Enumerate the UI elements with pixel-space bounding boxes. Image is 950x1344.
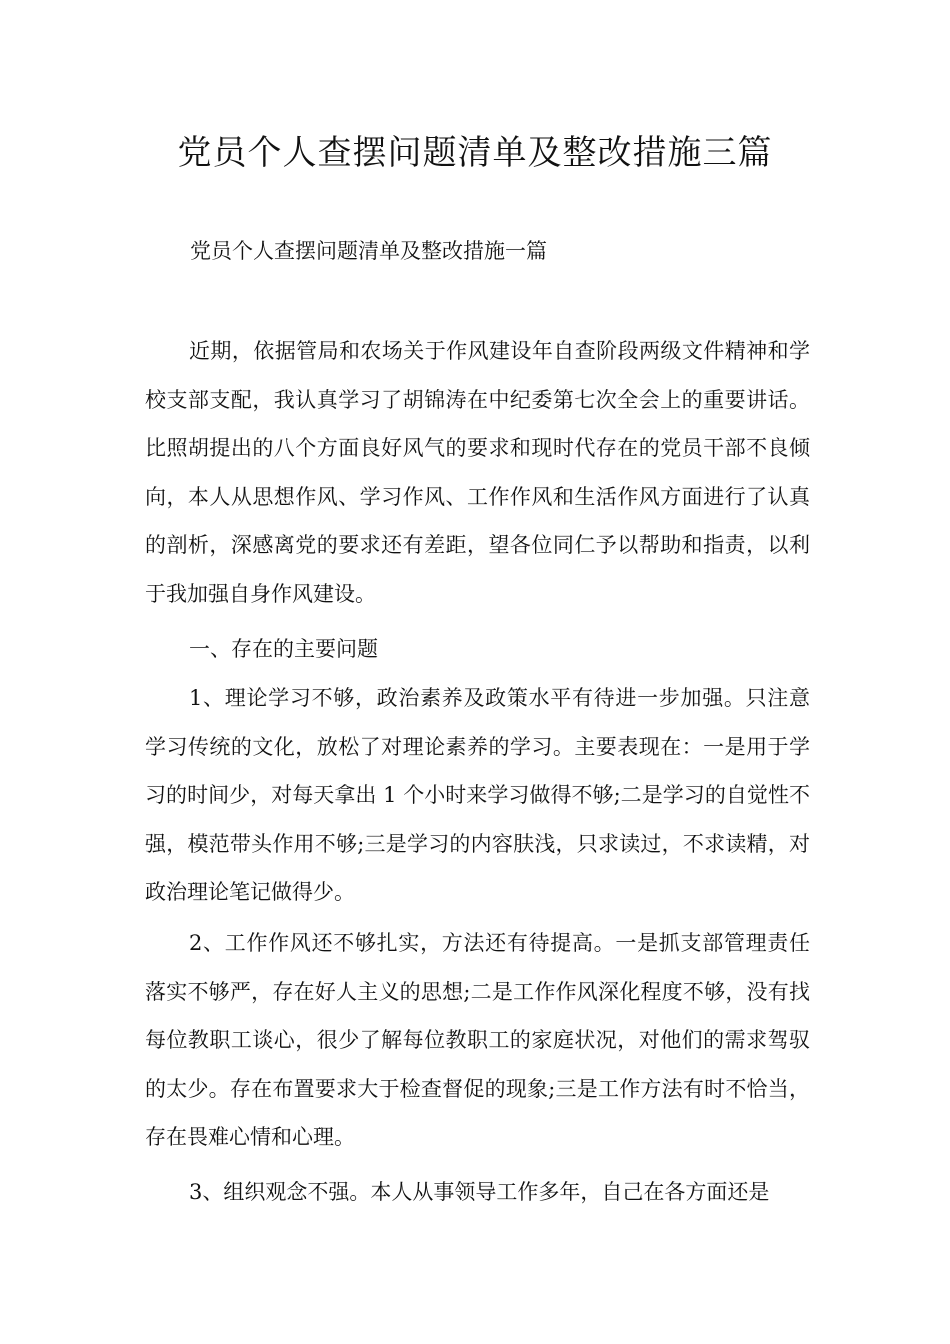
- intro-paragraph: 近期，依据管局和农场关于作风建设年自查阶段两级文件精神和学校支部支配，我认真学习了胡锦涛在中纪委第七次全会上的重要讲话。比照胡提出的八个方面良好风气的要求和现时代存在的党员干部不良倾向，本人从思想作风、学习作风、工作作风和生活作风方面进行了认真的剖析，深感离党的要求还有差距，望各位同仁予以帮助和指责，以利于我加强自身作风建设。: [145, 339, 810, 606]
- problem-item-1: 1、理论学习不够，政治素养及政策水平有待进一步加强。只注意学习传统的文化，放松了对理论素养的学习。主要表现在：一是用于学习的时间少，对每天拿出 1 个小时来学习做得不够;二是学习的自觉性不强，模范带头作用不够;三是学习的内容肤浅，只求读过，不求读精，对政治理论笔记做得少。: [145, 686, 810, 904]
- document-title: 党员个人查摆问题清单及整改措施三篇: [177, 133, 773, 173]
- section-heading: 一、存在的主要问题: [189, 637, 378, 661]
- problem-item-3: 3、组织观念不强。本人从事领导工作多年，自己在各方面还是: [189, 1180, 770, 1204]
- document-subtitle: 党员个人查摆问题清单及整改措施一篇: [190, 239, 547, 263]
- problem-item-2: 2、工作作风还不够扎实，方法还有待提高。一是抓支部管理责任落实不够严，存在好人主义的思想;二是工作作风深化程度不够，没有找每位教职工谈心，很少了解每位教职工的家庭状况，对他们的需求驾驭的太少。存在布置要求大于检查督促的现象;三是工作方法有时不恰当，存在畏难心情和心理。: [145, 931, 810, 1149]
